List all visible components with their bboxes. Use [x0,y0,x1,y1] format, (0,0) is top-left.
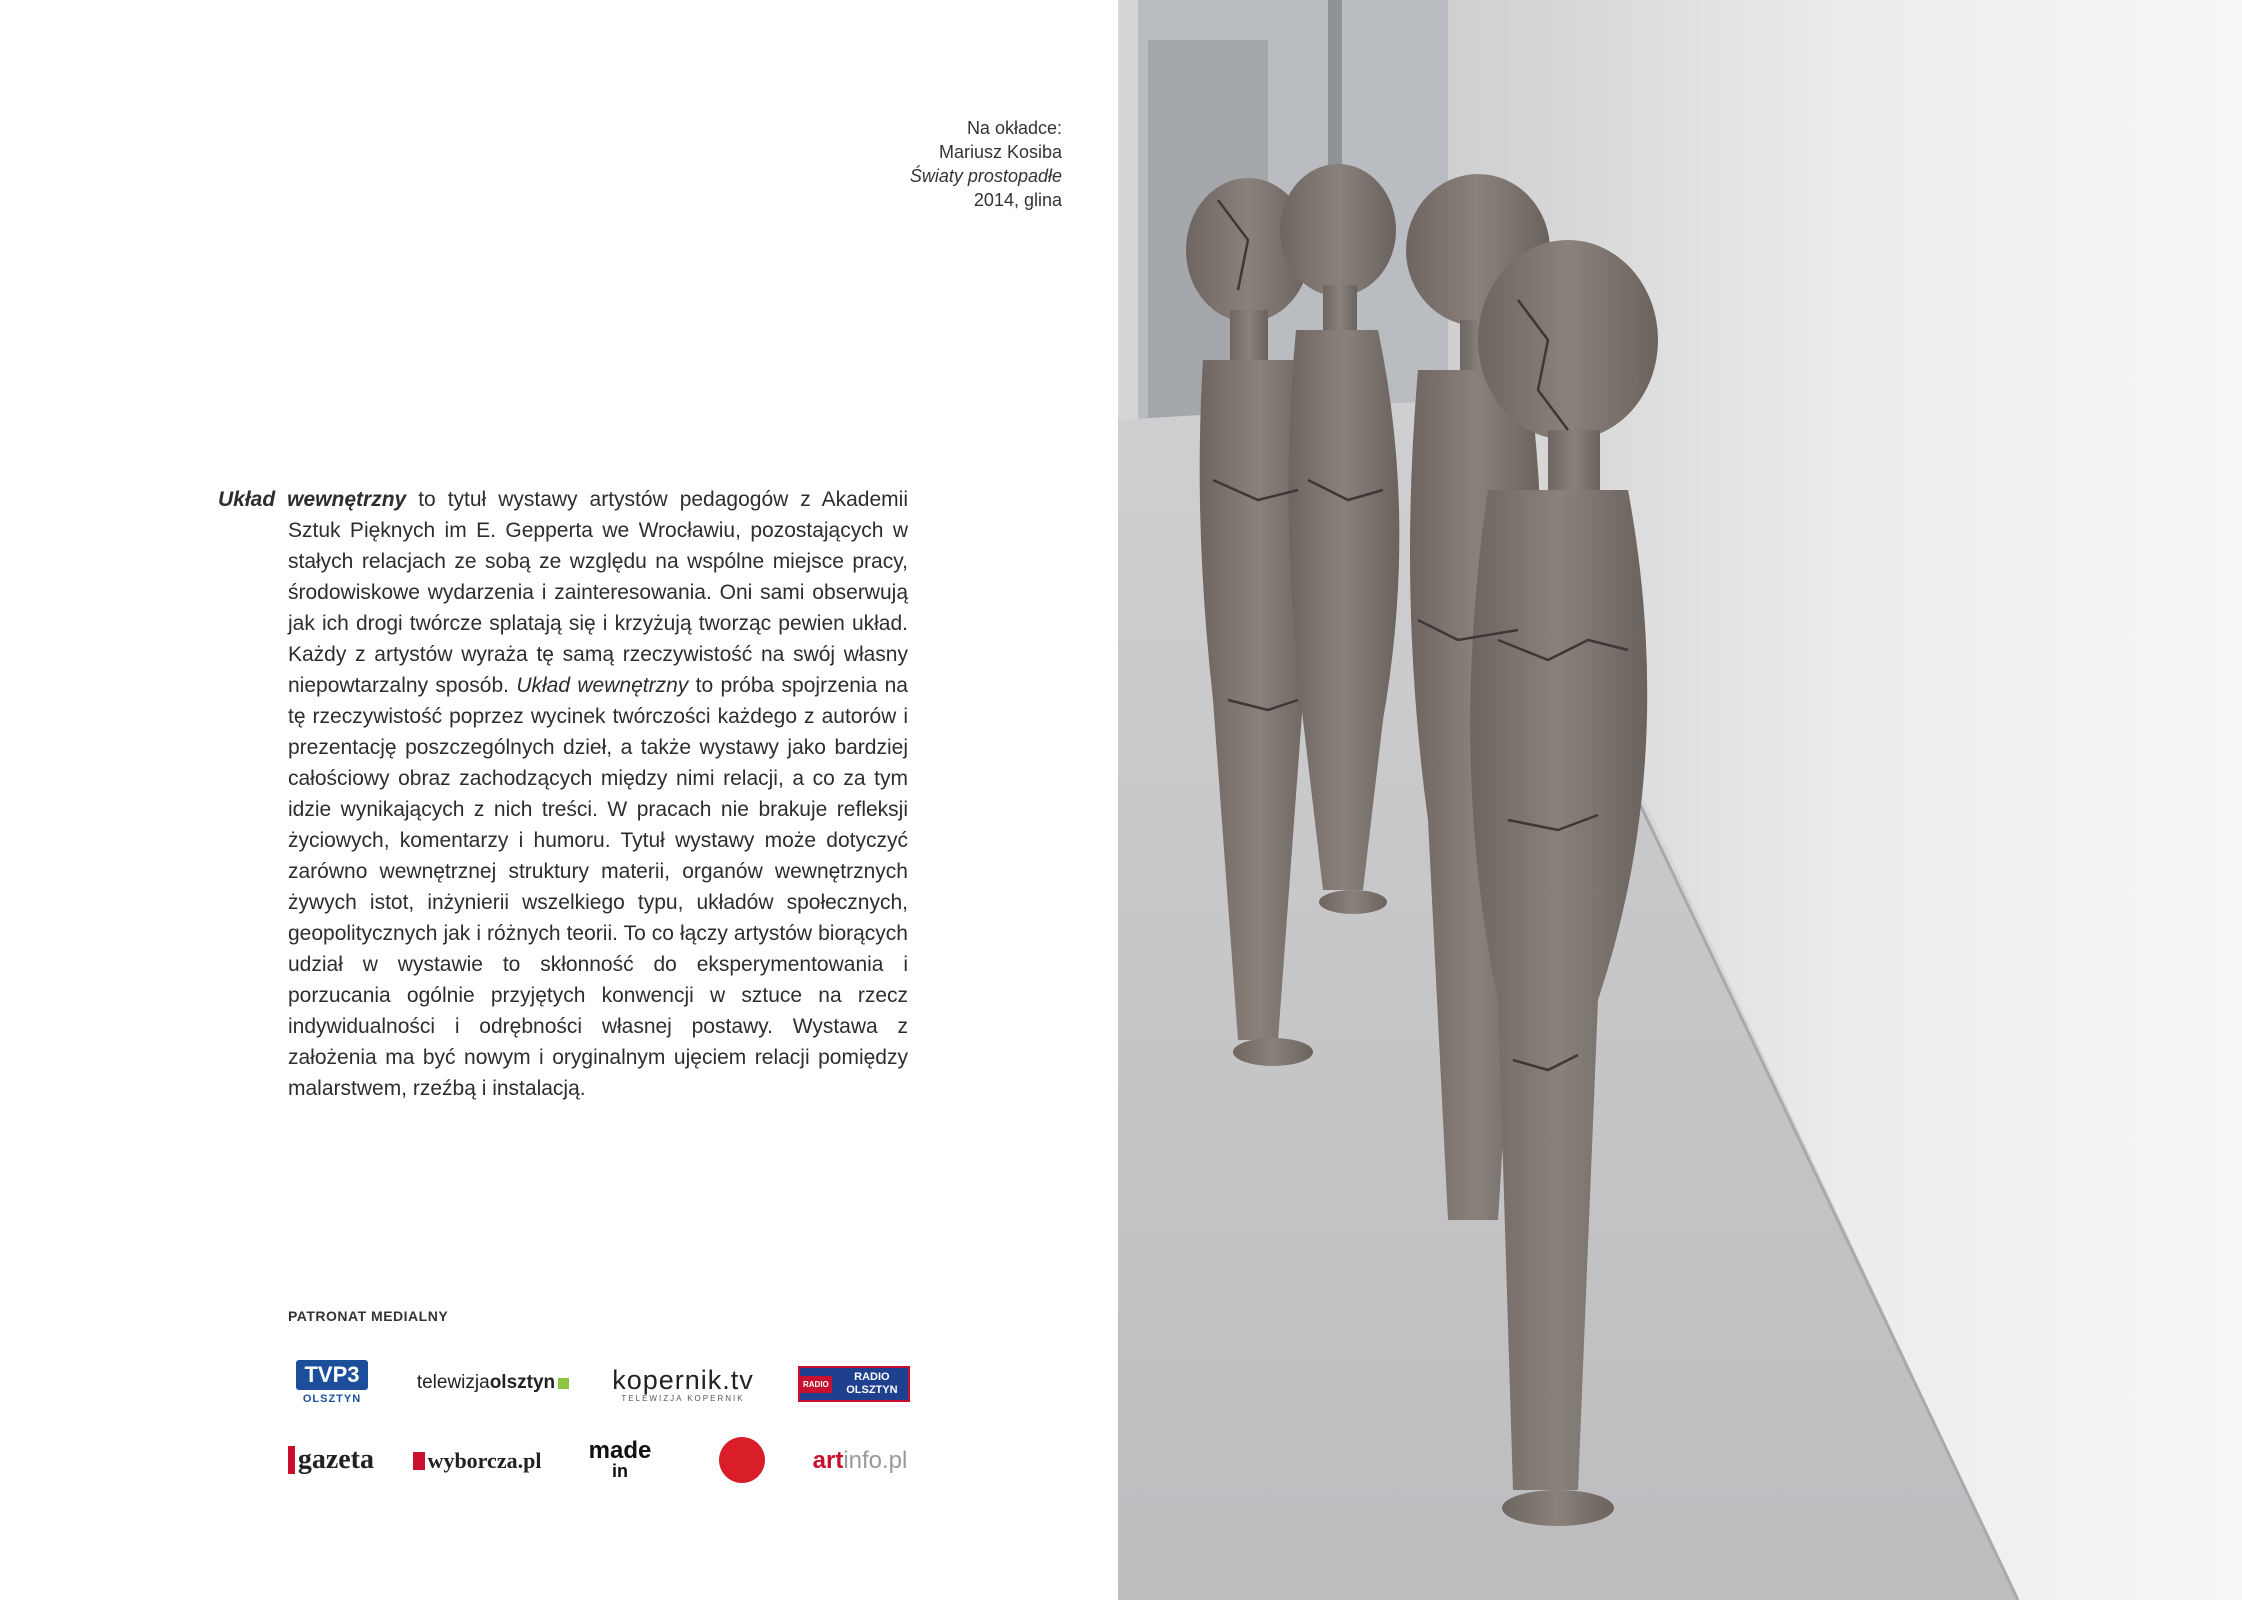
caption-label: Na okładce: [966,118,1062,138]
kopernik-subtitle: TELEWIZJA KOPERNIK [621,1394,745,1403]
wyborcza-red-square-icon [413,1452,425,1470]
cover-caption [702,116,1062,212]
gazeta-logo [288,1440,374,1480]
kopernik-tv-logo [608,1362,758,1406]
tvo-word-b: olsztyn [489,1372,556,1393]
gazeta-red-bar-icon [288,1446,295,1474]
caption-title: Światy prostopadłe [909,166,1062,186]
tvo-word-a: telewizja [416,1372,490,1393]
tvp3-wordmark: TVP3 [296,1360,367,1390]
artinfo-rest: info.pl [843,1447,908,1474]
description-text-2: to próba spojrzenia na tę rzeczywistość poprzez wycinek twórczości każdego z autorów i prezentację poszczególnych dzieł, a także wystawy jako bardziej całościowy obraz zachodzących między nimi relacji, a co za tym idzie wynikających z nich treści. W pracach nie brakuje refleksji życiowych, komentarzy i humoru. Tytuł wystawy może dotyczyć zarówno wewnętrznej struktury materii, organów wewnętrznych żywych istot, inżynierii wszelkiego typu, układów społecznych, geopolitycznych jak i różnych teorii. To co łączy artystów biorących udział w wystawie to skłonność do eksperymentowania i porzucania ogólnie przyjętych konwencji w sztuce na rzecz indywidualności i odrębności własnej postawy. Wystawa z założenia ma być nowym i oryginalnym ujęciem relacji pomiędzy malarstwem, rzeźbą i instalacją. [288,674,908,1100]
caption-date-material: 2014, glina [973,190,1062,210]
red-circle-icon [719,1437,765,1483]
tvp3-olsztyn-logo [290,1356,374,1408]
tvo-green-square-icon [558,1378,569,1389]
description-paragraph [218,484,908,1104]
caption-artist: Mariusz Kosiba [938,142,1062,162]
wyborcza-logo [412,1444,542,1478]
exhibition-description [218,484,908,1104]
wyborcza-wordmark: wyborcza.pl [427,1448,542,1473]
radio-name: RADIO OLSZTYN [846,1371,898,1396]
artinfo-art: art [812,1447,844,1474]
made-wordmark: made [588,1437,652,1464]
kopernik-wordmark: kopernik.tv [612,1365,754,1395]
tvp3-subtitle: OLSZTYN [302,1392,362,1405]
exhibition-title-inline: Układ wewnętrzny [516,674,689,697]
cover-photo-clay-figures [1118,0,2242,1600]
description-text-1: to tytuł wystawy artystów pedagogów z Akademii Sztuk Pięknych im E. Gepperta we Wrocławiu, pozostających w stałych relacjach ze sobą ze względu na wspólne miejsce pracy, środowiskowe wydarzenia i zainteresowania. Oni sami obserwują jak ich drogi twórcze splatają się i krzyżują tworząc pewien układ. Każdy z artystów wyraża tę samą rzeczywistość na swój własny niepowtarzalny sposób. [288,488,908,697]
exhibition-title: Układ wewnętrzny [218,488,407,511]
telewizja-olsztyn-logo [408,1368,578,1398]
red-circle-logo [706,1436,778,1484]
made-in-logo [580,1437,660,1482]
artinfo-logo [806,1444,914,1478]
left-page [0,0,1118,1600]
in-wordmark: in [612,1461,628,1481]
media-patronage-heading: PATRONAT MEDIALNY [288,1308,449,1324]
radio-olsztyn-logo [798,1366,910,1402]
gazeta-wordmark: gazeta [297,1444,374,1475]
sculpture-photo-svg [1118,0,2242,1600]
radio-tag: RADIO [800,1376,832,1393]
